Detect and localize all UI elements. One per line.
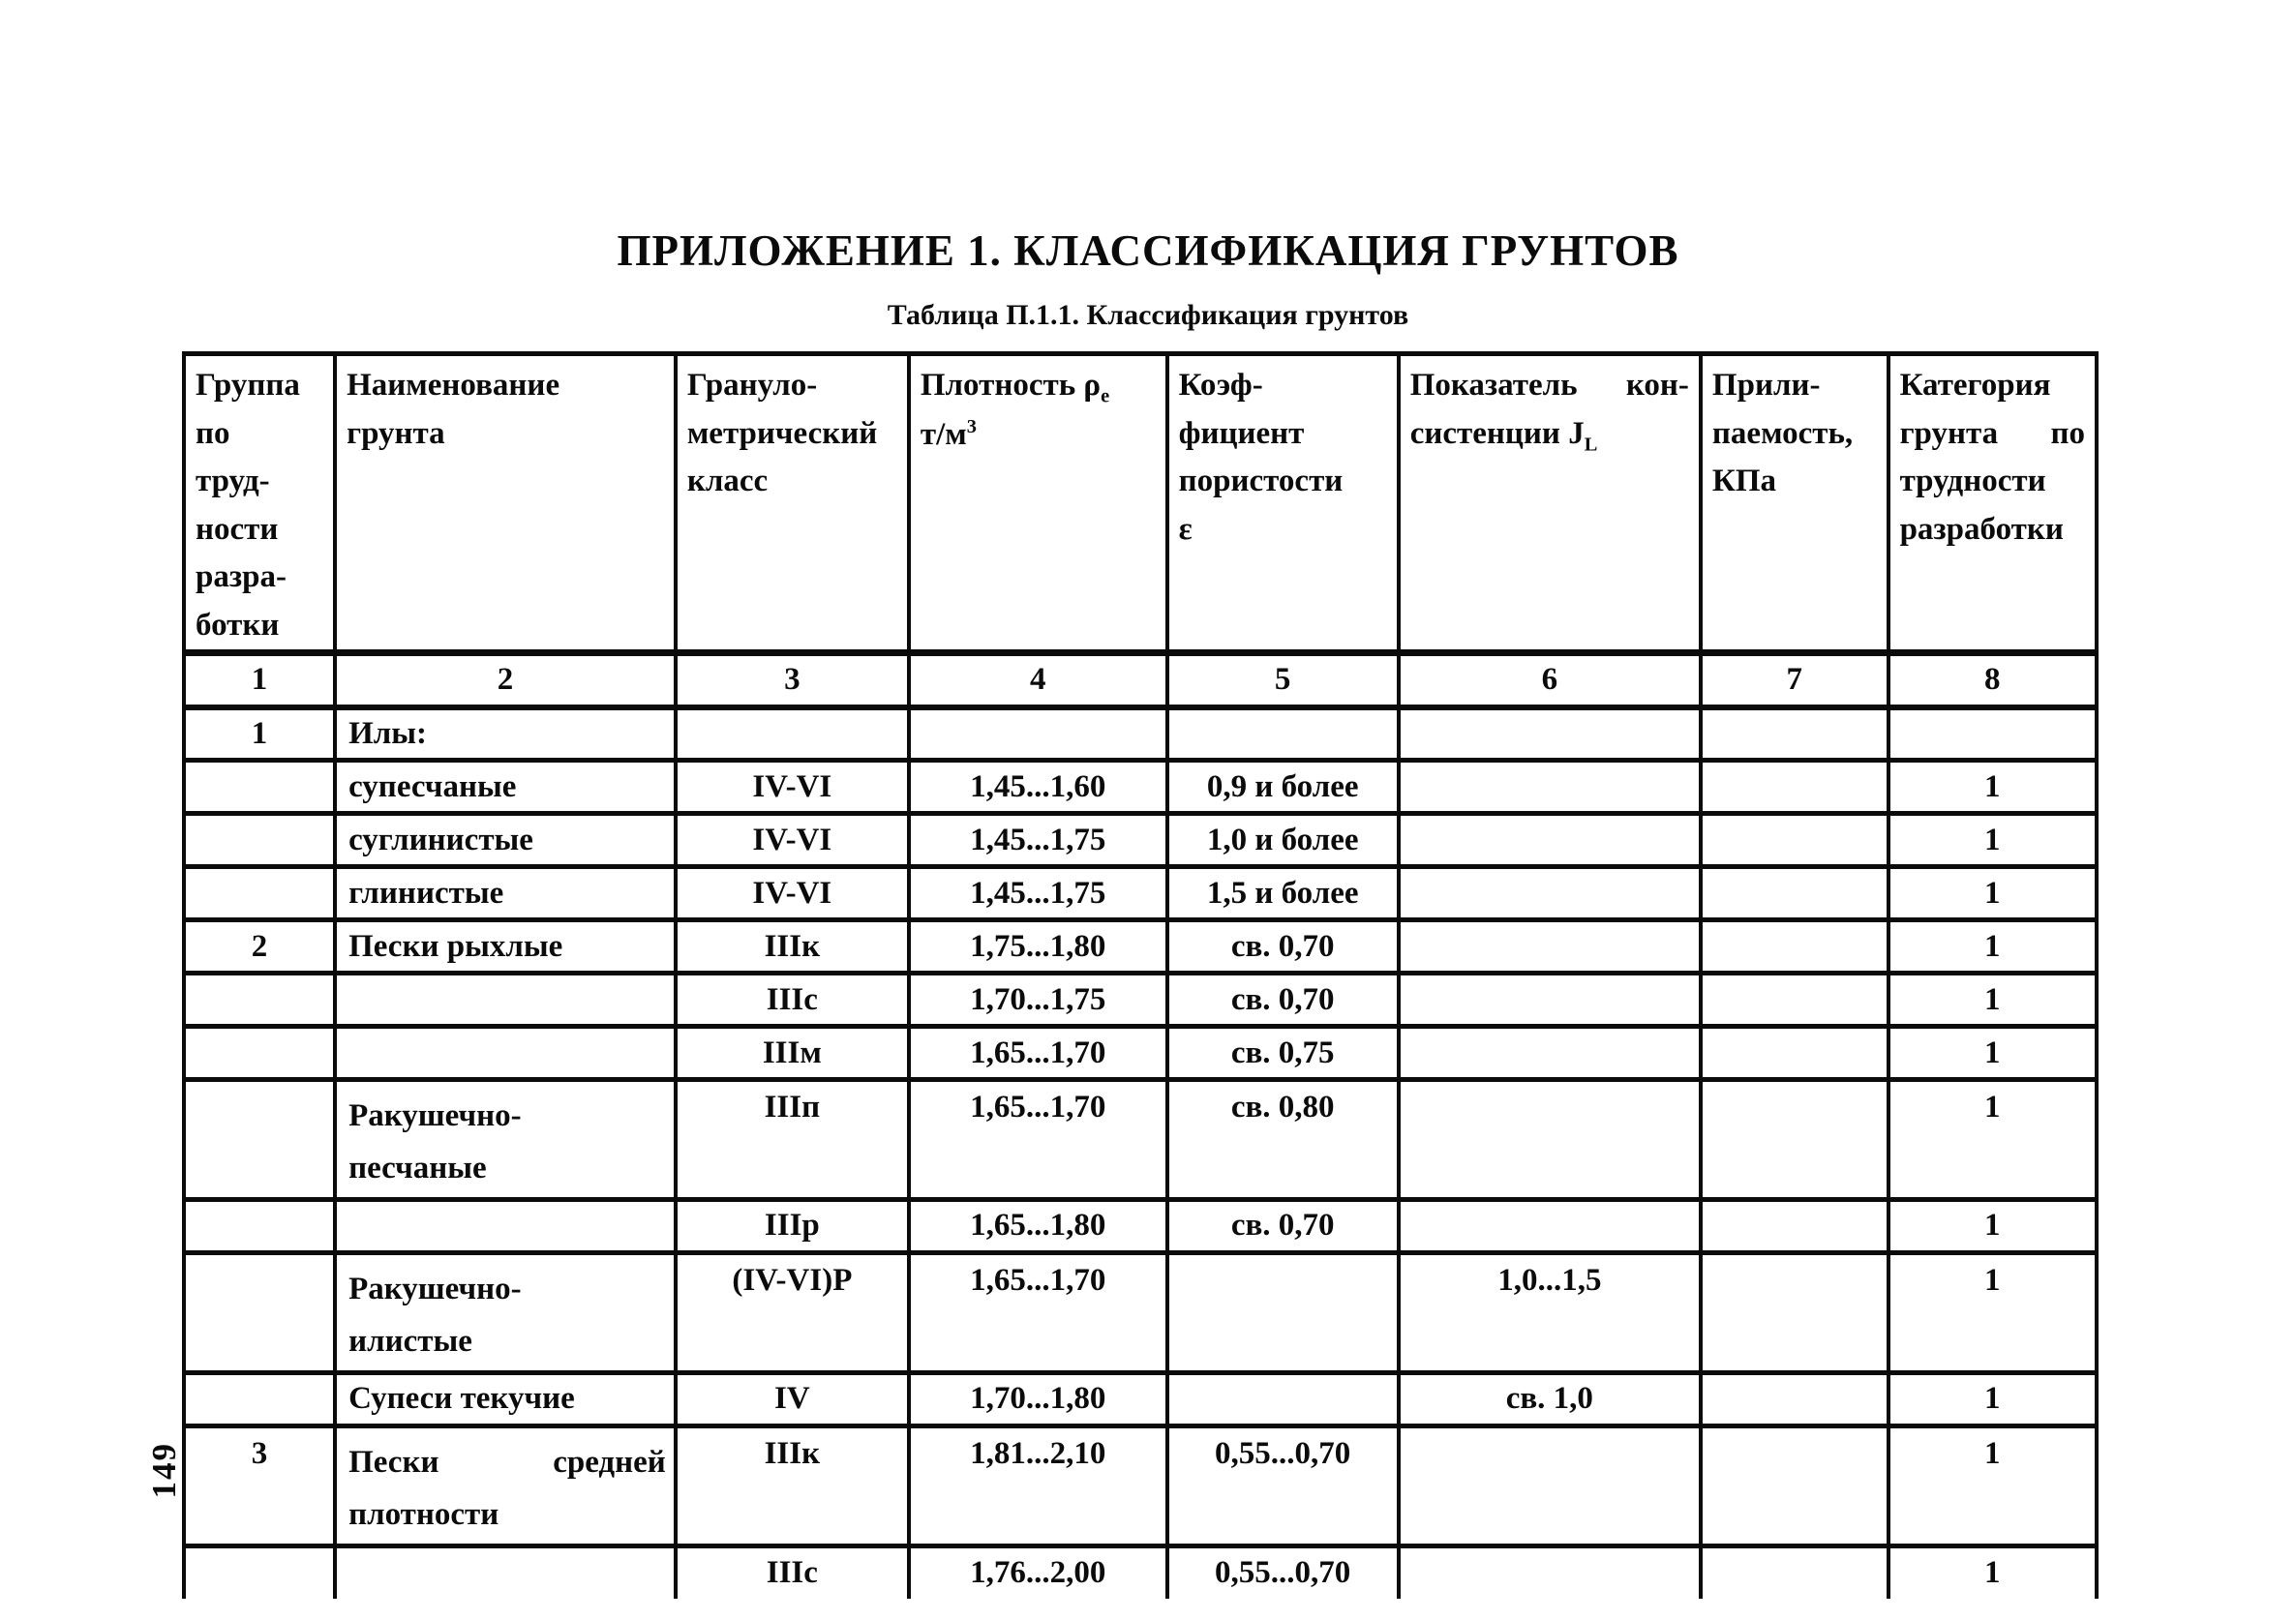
table-cell — [184, 867, 335, 920]
header-cell-1: Группа по труд- ности разра- ботки — [184, 354, 335, 653]
table-cell: 1 — [1888, 1252, 2097, 1372]
table-cell: 1,5 и более — [1167, 867, 1399, 920]
table-cell — [1701, 707, 1888, 761]
table-cell — [1399, 1080, 1701, 1200]
table-cell: Ракушечно- илистые — [335, 1252, 676, 1372]
table-row — [184, 1199, 2097, 1252]
table-cell: IIIр — [676, 1199, 909, 1252]
table-cell: 1,76...2,00 — [909, 1545, 1167, 1599]
column-number-cell-6: 6 — [1399, 653, 1701, 707]
table-cell — [1399, 1425, 1701, 1545]
table-cell: Пески средней плотности — [335, 1425, 676, 1545]
table-cell: IIIк — [676, 1425, 909, 1545]
table-cell: 1 — [184, 707, 335, 761]
table-row — [184, 974, 2097, 1027]
table-row — [184, 1372, 2097, 1425]
header-cell-5: Коэф- фициент пористости ε — [1167, 354, 1399, 653]
table-cell: св. 0,75 — [1167, 1027, 1399, 1080]
table-cell: 1,0...1,5 — [1399, 1252, 1701, 1372]
table-cell: св. 0,70 — [1167, 920, 1399, 974]
table-cell: 1 — [1888, 1425, 2097, 1545]
table-cell — [184, 974, 335, 1027]
header-cell-4: Плотность $\rho_e$ $т/м^3$ — [909, 354, 1167, 653]
table-cell: IIIс — [676, 974, 909, 1027]
table-cell: 1,0 и более — [1167, 814, 1399, 867]
table-cell — [1399, 1545, 1701, 1599]
table-row — [184, 761, 2097, 814]
header-cell-3: Грануло- метрический класс — [676, 354, 909, 653]
table-cell: 0,9 и более — [1167, 761, 1399, 814]
table-cell: 1 — [1888, 1372, 2097, 1425]
table-cell: 1,65...1,80 — [909, 1199, 1167, 1252]
table-row — [184, 1080, 2097, 1200]
table-cell — [1701, 920, 1888, 974]
table-cell — [1701, 1545, 1888, 1599]
header-cell-7: Прили- паемость, КПа — [1701, 354, 1888, 653]
table-cell: IV-VI — [676, 814, 909, 867]
table-cell — [909, 707, 1167, 761]
table-cell: 1 — [1888, 974, 2097, 1027]
column-number-cell-5: 5 — [1167, 653, 1399, 707]
table-cell: 0,55...0,70 — [1167, 1425, 1399, 1545]
table-cell — [335, 1027, 676, 1080]
table-cell: суглинистые — [335, 814, 676, 867]
table-cell: 1,75...1,80 — [909, 920, 1167, 974]
header-cell-6: Показатель кон- систенции $J_L$ — [1399, 354, 1701, 653]
table-cell: св. 0,80 — [1167, 1080, 1399, 1200]
table-cell — [184, 1080, 335, 1200]
table-cell — [1399, 814, 1701, 867]
table-cell: супесчаные — [335, 761, 676, 814]
table-cell: 1 — [1888, 761, 2097, 814]
column-number-cell-2: 2 — [335, 653, 676, 707]
table-cell: 0,55...0,70 — [1167, 1545, 1399, 1599]
table-cell: IV-VI — [676, 761, 909, 814]
table-cell: св. 0,70 — [1167, 1199, 1399, 1252]
table-cell — [335, 974, 676, 1027]
table-cell: IIIс — [676, 1545, 909, 1599]
table-cell — [335, 1199, 676, 1252]
table-cell: 1,45...1,60 — [909, 761, 1167, 814]
table-cell — [184, 761, 335, 814]
table-cell: св. 1,0 — [1399, 1372, 1701, 1425]
table-cell — [1701, 1027, 1888, 1080]
table-cell: 1 — [1888, 1545, 2097, 1599]
header-cell-2: Наименование грунта — [335, 354, 676, 653]
table-cell: 1,81...2,10 — [909, 1425, 1167, 1545]
rotated-page-number: 149 — [145, 1442, 183, 1499]
column-number-cell-7: 7 — [1701, 653, 1888, 707]
table-cell — [1701, 974, 1888, 1027]
column-number-row — [184, 653, 2097, 707]
table-cell — [1399, 974, 1701, 1027]
table-cell: IIIп — [676, 1080, 909, 1200]
table-cell — [1399, 707, 1701, 761]
column-number-cell-8: 8 — [1888, 653, 2097, 707]
table-cell — [1167, 1252, 1399, 1372]
table-cell: 1 — [1888, 814, 2097, 867]
table-cell: (IV-VI)Р — [676, 1252, 909, 1372]
table-row — [184, 1027, 2097, 1080]
table-cell: IV — [676, 1372, 909, 1425]
column-number-cell-4: 4 — [909, 653, 1167, 707]
table-cell — [1701, 867, 1888, 920]
table-cell — [1701, 1372, 1888, 1425]
classification-table — [182, 351, 2099, 1599]
table-cell: Ракушечно- песчаные — [335, 1080, 676, 1200]
table-cell — [335, 1545, 676, 1599]
header-cell-8: Категория грунта по трудности разработки — [1888, 354, 2097, 653]
table-cell: 1 — [1888, 1080, 2097, 1200]
table-cell: Пески рыхлые — [335, 920, 676, 974]
table-cell: 2 — [184, 920, 335, 974]
table-cell: 1,65...1,70 — [909, 1027, 1167, 1080]
table-cell: Супеси текучие — [335, 1372, 676, 1425]
table-cell: 1 — [1888, 867, 2097, 920]
table-cell — [1399, 761, 1701, 814]
table-cell: 3 — [184, 1425, 335, 1545]
table-cell — [1701, 814, 1888, 867]
table-cell: 1,45...1,75 — [909, 867, 1167, 920]
table-cell: 1 — [1888, 1027, 2097, 1080]
table-cell — [1167, 1372, 1399, 1425]
table-cell — [184, 1545, 335, 1599]
table-cell: 1,70...1,75 — [909, 974, 1167, 1027]
table-cell: 1,65...1,70 — [909, 1080, 1167, 1200]
table-cell — [184, 1199, 335, 1252]
table-cell: глинистые — [335, 867, 676, 920]
table-row — [184, 1545, 2097, 1599]
table-cell — [676, 707, 909, 761]
table-cell: Илы: — [335, 707, 676, 761]
table-cell: 1,70...1,80 — [909, 1372, 1167, 1425]
table-cell: 1 — [1888, 1199, 2097, 1252]
table-cell — [1167, 707, 1399, 761]
page-title: ПРИЛОЖЕНИЕ 1. КЛАССИФИКАЦИЯ ГРУНТОВ — [617, 226, 1679, 275]
table-cell — [184, 1372, 335, 1425]
table-row — [184, 867, 2097, 920]
table-row — [184, 707, 2097, 761]
table-cell: IIIк — [676, 920, 909, 974]
table-cell — [1399, 1199, 1701, 1252]
table-cell — [184, 814, 335, 867]
table-cell — [184, 1027, 335, 1080]
table-cell — [1701, 761, 1888, 814]
table-cell — [1888, 707, 2097, 761]
table-cell: 1 — [1888, 920, 2097, 974]
table-cell — [1701, 1425, 1888, 1545]
column-number-cell-3: 3 — [676, 653, 909, 707]
table-row — [184, 1425, 2097, 1545]
table-cell: 1,45...1,75 — [909, 814, 1167, 867]
column-number-cell-1: 1 — [184, 653, 335, 707]
table-row — [184, 814, 2097, 867]
header-row — [184, 354, 2097, 653]
table-cell — [1701, 1080, 1888, 1200]
table-row — [184, 920, 2097, 974]
table-cell — [1399, 867, 1701, 920]
table-row — [184, 1252, 2097, 1372]
table-cell — [1701, 1252, 1888, 1372]
table-cell: св. 0,70 — [1167, 974, 1399, 1027]
table-cell: IIIм — [676, 1027, 909, 1080]
table-cell: 1,65...1,70 — [909, 1252, 1167, 1372]
table-cell: IV-VI — [676, 867, 909, 920]
table-caption: Таблица П.1.1. Классификация грунтов — [887, 299, 1409, 331]
table-cell — [184, 1252, 335, 1372]
table-cell — [1399, 920, 1701, 974]
table-cell — [1701, 1199, 1888, 1252]
table-cell — [1399, 1027, 1701, 1080]
classification-table-body — [184, 354, 2097, 1600]
